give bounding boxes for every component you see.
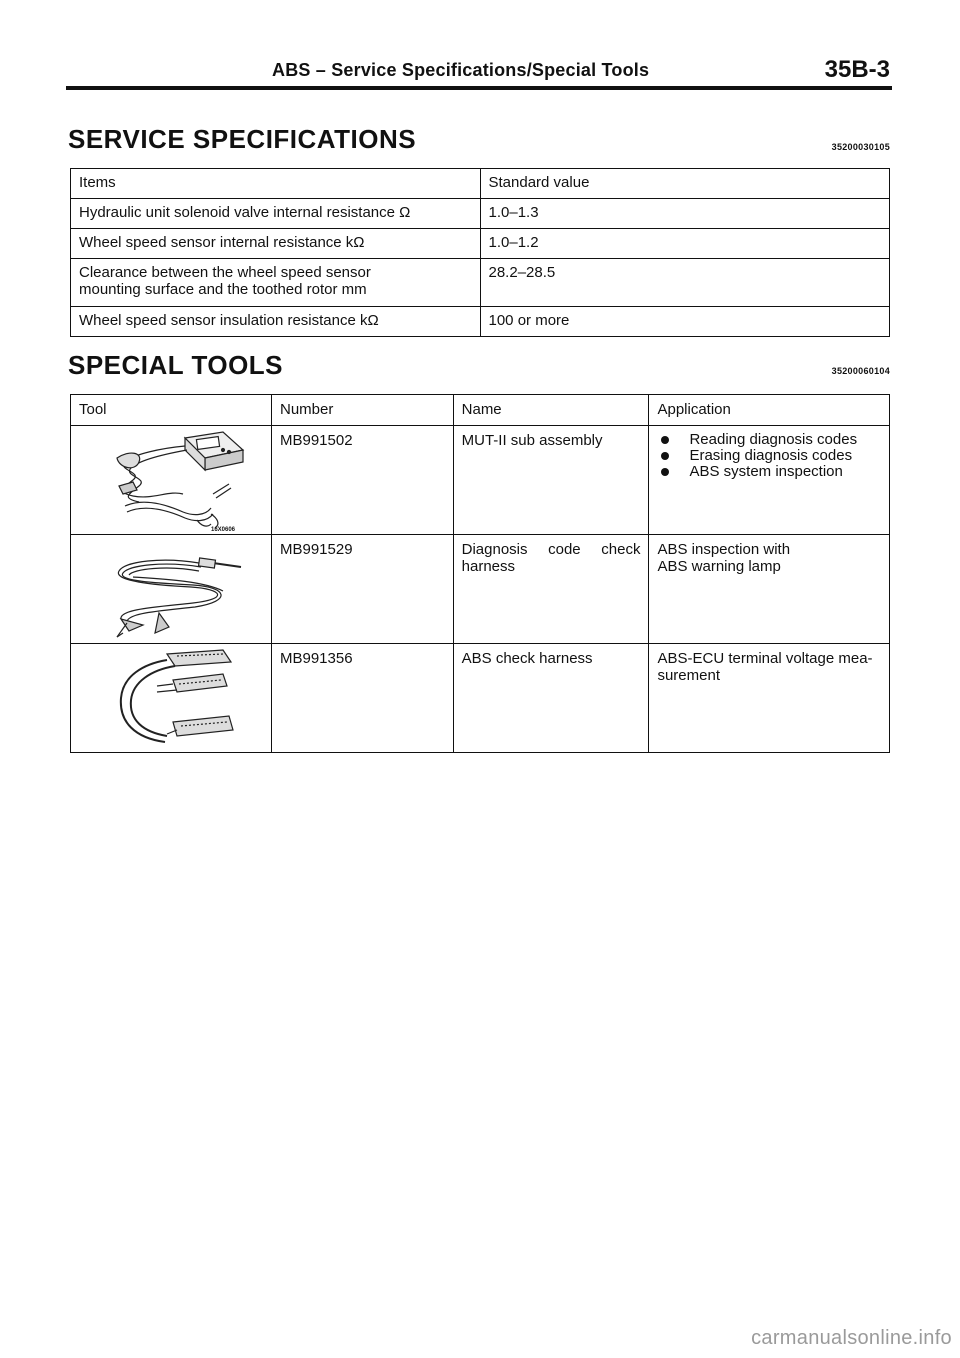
table-header-row (71, 169, 890, 199)
tool-image-cell (71, 535, 272, 644)
spec-item: Wheel speed sensor internal resistance kΩ (71, 229, 481, 259)
list-item (657, 464, 881, 480)
table-row (71, 259, 890, 307)
application-line: ABS inspection with (657, 541, 791, 558)
page-title: ABS – Service Specifications/Special Tools (272, 60, 650, 80)
table-row (71, 644, 890, 753)
page-number: 35B-3 (824, 56, 890, 83)
tool-application (649, 644, 890, 753)
tool-name-line: harness (461, 558, 516, 575)
special-tools-table (70, 394, 890, 753)
table-row (71, 535, 890, 644)
application-item: ABS system inspection (689, 463, 843, 480)
spec-value: 100 or more (480, 307, 890, 337)
service-specifications-code: 35200030105 (831, 142, 890, 152)
list-item (657, 432, 881, 448)
spec-value: 1.0–1.2 (480, 229, 890, 259)
tool-name-word: Diagnosis (461, 541, 528, 558)
table-row (71, 426, 890, 535)
figure-code: 16X0606 (211, 527, 236, 533)
column-header-tool: Tool (71, 395, 272, 426)
tool-image-cell (71, 426, 272, 535)
column-header-number: Number (272, 395, 454, 426)
bullet-icon (661, 436, 669, 444)
application-list (657, 432, 881, 480)
special-tools-code: 35200060104 (831, 366, 890, 376)
table-header-row (71, 395, 890, 426)
watermark: carmanualsonline.info (751, 1327, 952, 1349)
tool-application (649, 535, 890, 644)
service-specifications-table (70, 168, 890, 337)
service-specifications-heading: SERVICE SPECIFICATIONS (68, 124, 417, 154)
tool-name: MUT-II sub assembly (453, 426, 649, 535)
application-line: ABS warning lamp (657, 558, 781, 575)
spec-item (71, 259, 481, 307)
diagnosis-harness-illustration (73, 537, 269, 641)
tool-number: MB991529 (272, 535, 454, 644)
tool-name-line (462, 541, 641, 558)
tool-name: ABS check harness (453, 644, 649, 753)
list-item (657, 448, 881, 464)
abs-check-harness-illustration (73, 646, 269, 750)
tool-image-cell (71, 644, 272, 753)
tool-name-word: code (548, 541, 581, 558)
mut-ii-tool-illustration (73, 428, 269, 532)
spec-item: Hydraulic unit solenoid valve internal resistance Ω (71, 199, 481, 229)
application-line: ABS-ECU terminal voltage mea- (657, 650, 873, 667)
page-header (66, 56, 892, 90)
application-item: Reading diagnosis codes (689, 431, 858, 448)
column-header-name: Name (453, 395, 649, 426)
special-tools-heading: SPECIAL TOOLS (68, 350, 284, 380)
column-header-items: Items (71, 169, 481, 199)
tool-name-word: check (601, 541, 641, 558)
table-row (71, 229, 890, 259)
table-row (71, 307, 890, 337)
application-line: surement (657, 667, 720, 684)
spec-item-line: mounting surface and the toothed rotor mm (79, 281, 367, 298)
spec-value: 28.2–28.5 (480, 259, 890, 307)
bullet-icon (661, 452, 669, 460)
spec-item-line: Clearance between the wheel speed sensor (79, 264, 371, 281)
application-item: Erasing diagnosis codes (689, 447, 853, 464)
column-header-standard-value: Standard value (480, 169, 890, 199)
table-row (71, 199, 890, 229)
tool-number: MB991502 (272, 426, 454, 535)
tool-name (453, 535, 649, 644)
tool-application (649, 426, 890, 535)
tool-number: MB991356 (272, 644, 454, 753)
column-header-application: Application (649, 395, 890, 426)
spec-item: Wheel speed sensor insulation resistance kΩ (71, 307, 481, 337)
bullet-icon (661, 468, 669, 476)
spec-value: 1.0–1.3 (480, 199, 890, 229)
